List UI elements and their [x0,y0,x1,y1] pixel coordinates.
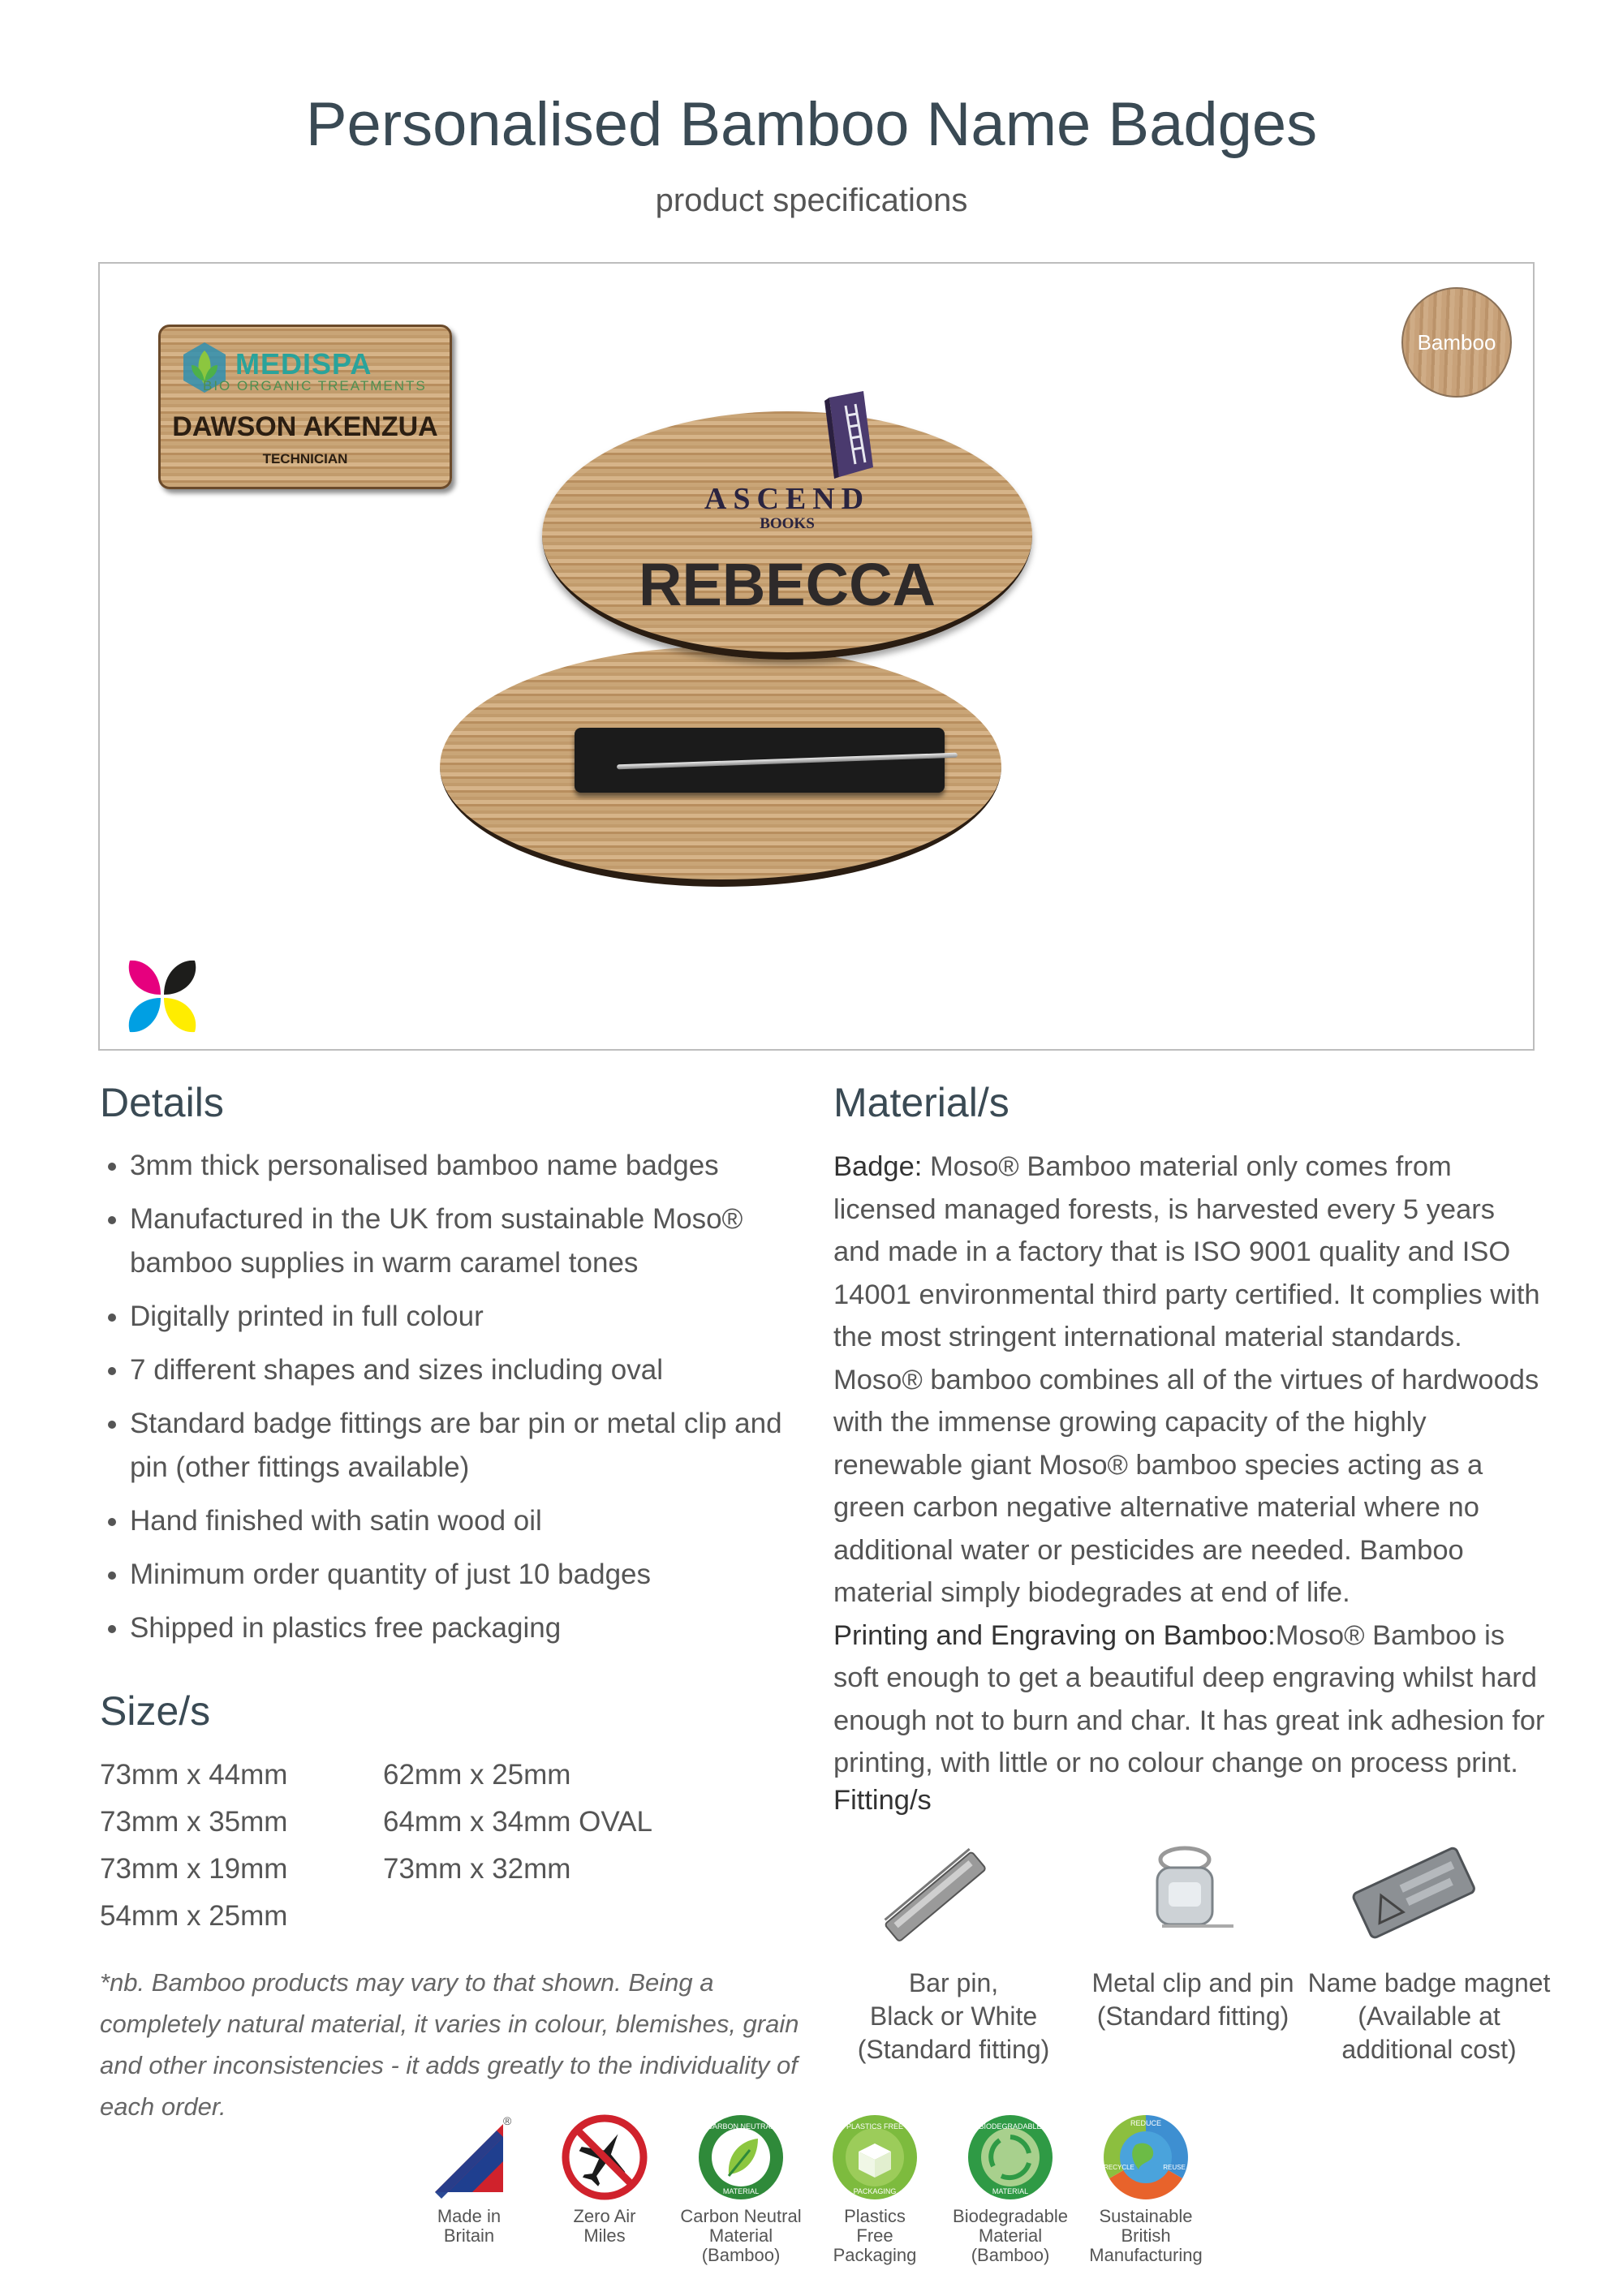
svg-text:BIODEGRADABLE: BIODEGRADABLE [979,2122,1042,2130]
material-heading: Material/s [833,1080,1010,1125]
carbon-neutral-icon [696,2113,786,2202]
list-item: • Manufactured in the UK from sustainable Moso® bamboo supplies in warm caramel tones [130,1197,820,1285]
ascend-brand: ASCEND [704,482,871,516]
list-item: • Minimum order quantity of just 10 badges [130,1553,820,1597]
fitting-label-metal-clip: Metal clip and pin (Standard fitting) [1091,1968,1294,2031]
badge-label: Badge: [833,1151,923,1182]
bar-pin-icon [870,1843,1000,1949]
ascend-sub: BOOKS [760,515,815,532]
badge-text: Moso® Bamboo material only comes from licensed managed forests, is harvested every 5 years and made in a factory that is ISO 9001 quality and ISO 14001 environmental third party certified. It complies with the most stringent international material standards. Moso® bamboo combines all of the virtues of hardwoods with the immense growing capacity of the highly renewable giant Moso® bamboo species acting as a green carbon negative alternative material where no additional water or pesticides are needed. Bamboo material simply biodegrades at end of life. [833,1151,1540,1608]
size-item: 64mm x 34mm OVAL [383,1806,652,1838]
cmyk-petals-icon [122,956,203,1037]
fitting-label-magnet: Name badge magnet (Available at additional cost) [1307,1968,1551,2064]
printing-label: Printing and Engraving on Bamboo: [833,1619,1276,1651]
medispa-tagline: BIO ORGANIC TREATMENTS [203,378,427,393]
biodegradable-icon [966,2113,1055,2202]
svg-text:MATERIAL: MATERIAL [992,2187,1029,2195]
small-badge-role: TECHNICIAN [262,451,348,467]
disclaimer-note: *nb. Bamboo products may vary to that shown. Being a completely natural material, it varies in colour, blemishes, grain and other inconsistencies - it adds greatly to the individuality of each order. [100,1968,799,2121]
svg-text:REUSE: REUSE [1163,2164,1186,2171]
union-jack-icon [424,2113,513,2202]
badge-caption-plastics-free: Plastics Free Packaging [833,2206,917,2265]
medispa-brand: MEDISPA [235,347,372,381]
size-item: 54mm x 25mm [100,1900,288,1932]
metal-clip-icon [1120,1835,1250,1941]
list-item: • 7 different shapes and sizes including oval [130,1348,820,1392]
fittings-heading: Fitting/s [833,1785,932,1816]
material-description [833,1146,1548,1785]
printing-text: Moso® Bamboo is soft enough to get a beautiful deep engraving whilst hard enough not to burn and char. It has great ink adhesion for printing, with little or no colour change on process print. [833,1619,1545,1778]
svg-text:REDUCE: REDUCE [1130,2119,1162,2127]
svg-text:PLASTICS FREE: PLASTICS FREE [846,2122,904,2130]
badge-caption-made-in-britain: Made in Britain [437,2206,502,2246]
details-list [105,1144,820,1660]
list-item: • Digitally printed in full colour [130,1295,820,1339]
size-item: 73mm x 35mm [100,1806,288,1838]
fitting-label-bar-pin: Bar pin, Black or White (Standard fitting) [857,1968,1050,2064]
svg-text:CARBON NEUTRAL: CARBON NEUTRAL [707,2122,775,2130]
size-item: 62mm x 25mm [383,1759,571,1791]
swatch-label: Bamboo [1417,330,1496,355]
magnet-icon [1347,1840,1477,1946]
svg-text:PACKAGING: PACKAGING [853,2187,897,2195]
list-item: • Shipped in plastics free packaging [130,1606,820,1650]
size-item: 73mm x 19mm [100,1853,288,1885]
svg-text:MATERIAL: MATERIAL [722,2187,760,2195]
svg-text:RECYCLE: RECYCLE [1104,2164,1134,2171]
list-item: • Hand finished with satin wood oil [130,1499,820,1543]
list-item: • 3mm thick personalised bamboo name badges [130,1144,820,1188]
oval-badge-front [542,411,1032,660]
small-badge-name: DAWSON AKENZUA [172,411,438,442]
badge-caption-carbon-neutral: Carbon Neutral Material (Bamboo) [680,2206,802,2265]
recycle-globe-icon [1101,2113,1190,2202]
book-ladder-icon [823,389,880,480]
badge-caption-zero-air-miles: Zero Air Miles [573,2206,636,2246]
oval-badge-name: REBECCA [639,551,936,618]
no-plane-icon [560,2113,649,2202]
size-item: 73mm x 32mm [383,1853,571,1885]
details-heading: Details [100,1080,224,1125]
badge-caption-biodegradable: Biodegradable Material (Bamboo) [953,2206,1068,2265]
size-item: 73mm x 44mm [100,1759,288,1791]
sizes-heading: Size/s [100,1688,211,1734]
page-subtitle: product specifications [655,183,968,218]
page-title: Personalised Bamboo Name Badges [305,90,1318,159]
registered-mark: ® [503,2114,512,2127]
badge-caption-sustainable: Sustainable British Manufacturing [1089,2206,1203,2265]
list-item: • Standard badge fittings are bar pin or metal clip and pin (other fittings available) [130,1402,820,1490]
plastics-free-icon [830,2113,919,2202]
